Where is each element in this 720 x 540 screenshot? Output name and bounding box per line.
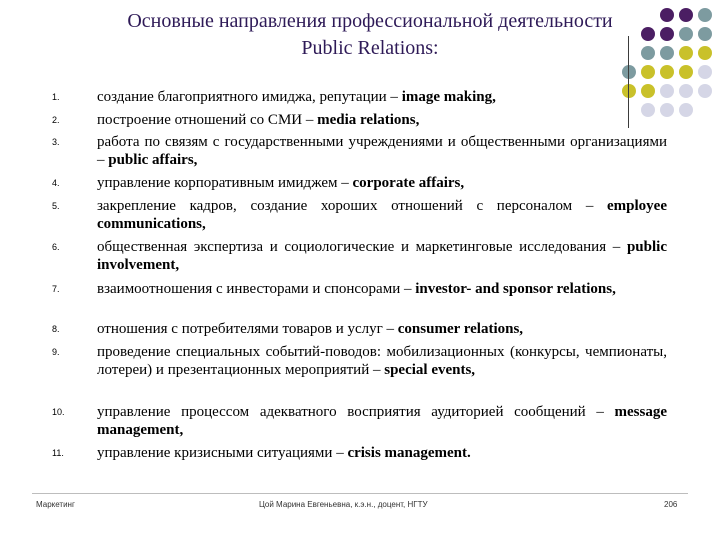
item-number: 2. [52,115,60,125]
footer-divider [32,493,688,494]
item-text: создание благоприятного имиджа, репутации – image making, [97,89,496,105]
item-term: media relations, [317,112,420,128]
page-number: 206 [664,500,678,509]
item-term: employee communications, [97,198,667,232]
item-term: public affairs, [108,152,198,168]
item-text: закрепление кадров, создание хороших отношений с персоналом – employee communications, [97,198,667,232]
item-term: special events, [384,362,476,378]
item-text: управление процессом адекватного восприятия аудиторией сообщений – message management, [97,404,667,438]
item-text: построение отношений со СМИ – media relations, [97,112,420,128]
item-number: 6. [52,242,60,252]
item-number: 5. [52,201,60,211]
item-text: проведение специальных событий-поводов: мобилизационных (конкурсы, чемпионаты, лотереи) и презентационных мероприятий – special events, [97,344,667,378]
item-number: 8. [52,324,60,334]
item-number: 7. [52,284,60,294]
slide-title: Основные направления профессиональной деятельности Public Relations: [127,10,613,59]
footer-subject: Маркетинг [36,500,75,509]
item-term: crisis management. [347,445,471,461]
item-text: взаимоотношения с инвесторами и спонсорами – investor- and sponsor relations, [97,281,616,297]
item-number: 3. [52,137,60,147]
footer-author: Цой Марина Евгеньевна, к.э.н., доцент, НГТУ [259,500,428,509]
item-text: общественная экспертиза и социологические и маркетинговые исследования – public involvement, [97,239,667,273]
item-text: работа по связям с государственными учреждениями и общественными организациями – public affairs, [97,134,667,168]
item-number: 1. [52,92,60,102]
item-term: corporate affairs, [352,175,465,191]
item-number: 9. [52,347,60,357]
item-text: управление кризисными ситуациями – crisis management. [97,445,471,461]
item-term: investor- and sponsor relations, [415,281,616,297]
item-term: message management, [97,404,667,438]
item-text: отношения с потребителями товаров и услуг – consumer relations, [97,321,524,337]
item-text: управление корпоративным имиджем – corporate affairs, [97,175,465,191]
item-term: consumer relations, [397,321,524,337]
item-term: public involvement, [97,239,667,273]
item-number: 4. [52,178,60,188]
item-number: 10. [52,407,65,417]
item-term: image making, [401,89,496,105]
item-number: 11. [52,448,64,458]
